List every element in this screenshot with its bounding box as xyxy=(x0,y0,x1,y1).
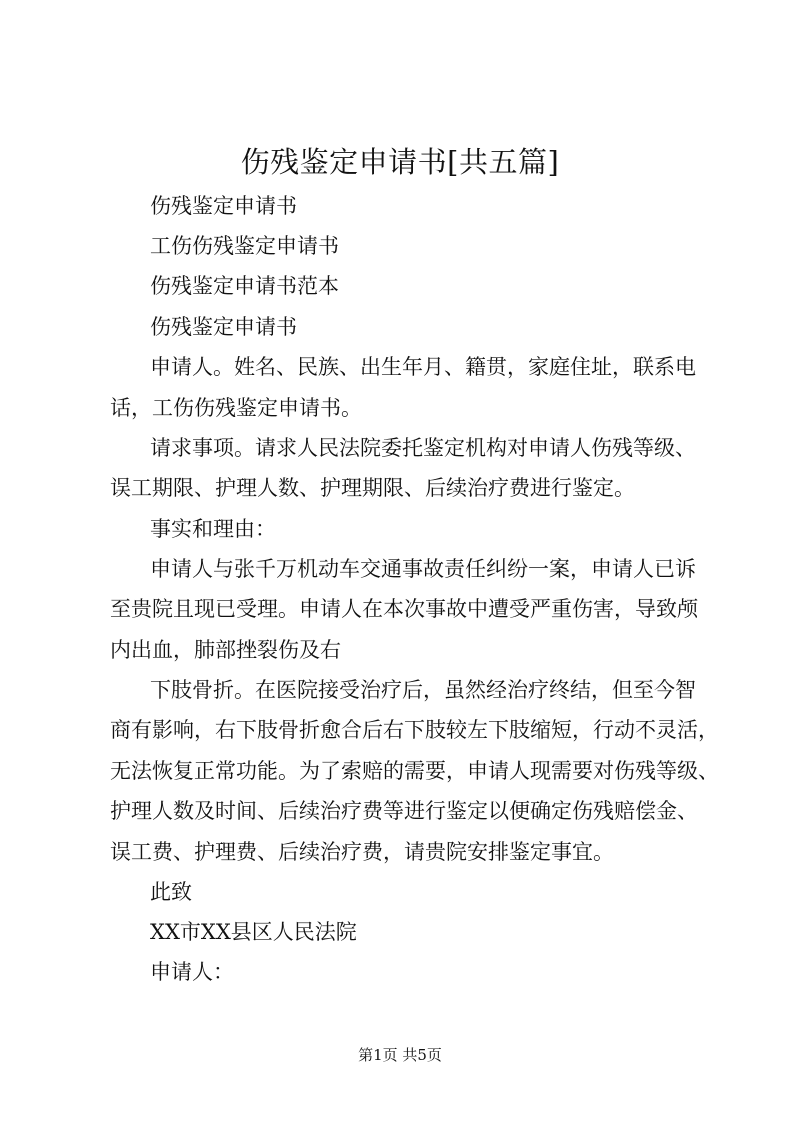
paragraph-line: 护理人数及时间、后续治疗费等进行鉴定以便确定伤残赔偿金、 xyxy=(110,799,698,823)
closing-line: 此致 xyxy=(150,880,192,904)
heading-line: 伤残鉴定申请书范本 xyxy=(150,274,339,298)
heading-line: 伤残鉴定申请书 xyxy=(150,315,297,339)
heading-line: 伤残鉴定申请书 xyxy=(150,194,297,218)
paragraph-line: 申请人。姓名、民族、出生年月、籍贯，家庭住址，联系电 xyxy=(150,355,696,379)
paragraph-line: 话，工伤伤残鉴定申请书。 xyxy=(110,396,362,420)
applicant-line: 申请人： xyxy=(150,960,234,984)
paragraph-line: 事实和理由： xyxy=(150,517,276,541)
heading-line: 工伤伤残鉴定申请书 xyxy=(150,234,339,258)
paragraph-line: 误工期限、护理人数、护理期限、后续治疗费进行鉴定。 xyxy=(110,476,635,500)
paragraph-line: 请求事项。请求人民法院委托鉴定机构对申请人伤残等级、 xyxy=(150,436,696,460)
paragraph-line: 内出血，肺部挫裂伤及右 xyxy=(110,638,341,662)
document-title: 伤残鉴定申请书[共五篇] xyxy=(240,145,560,179)
paragraph-line: 误工费、护理费、后续治疗费，请贵院安排鉴定事宜。 xyxy=(110,840,614,864)
paragraph-line: 商有影响，右下肢骨折愈合后右下肢较左下肢缩短，行动不灵活， xyxy=(110,718,719,742)
page-footer: 第1页 共5页 xyxy=(358,1046,442,1064)
recipient-line: XX市XX县区人民法院 xyxy=(150,920,357,944)
paragraph-line: 申请人与张千万机动车交通事故责任纠纷一案，申请人已诉 xyxy=(150,557,696,581)
paragraph-line: 至贵院且现已受理。申请人在本次事故中遭受严重伤害，导致颅 xyxy=(110,597,698,621)
paragraph-line: 无法恢复正常功能。为了索赔的需要，申请人现需要对伤残等级、 xyxy=(110,759,719,783)
paragraph-line: 下肢骨折。在医院接受治疗后，虽然经治疗终结，但至今智 xyxy=(150,678,696,702)
